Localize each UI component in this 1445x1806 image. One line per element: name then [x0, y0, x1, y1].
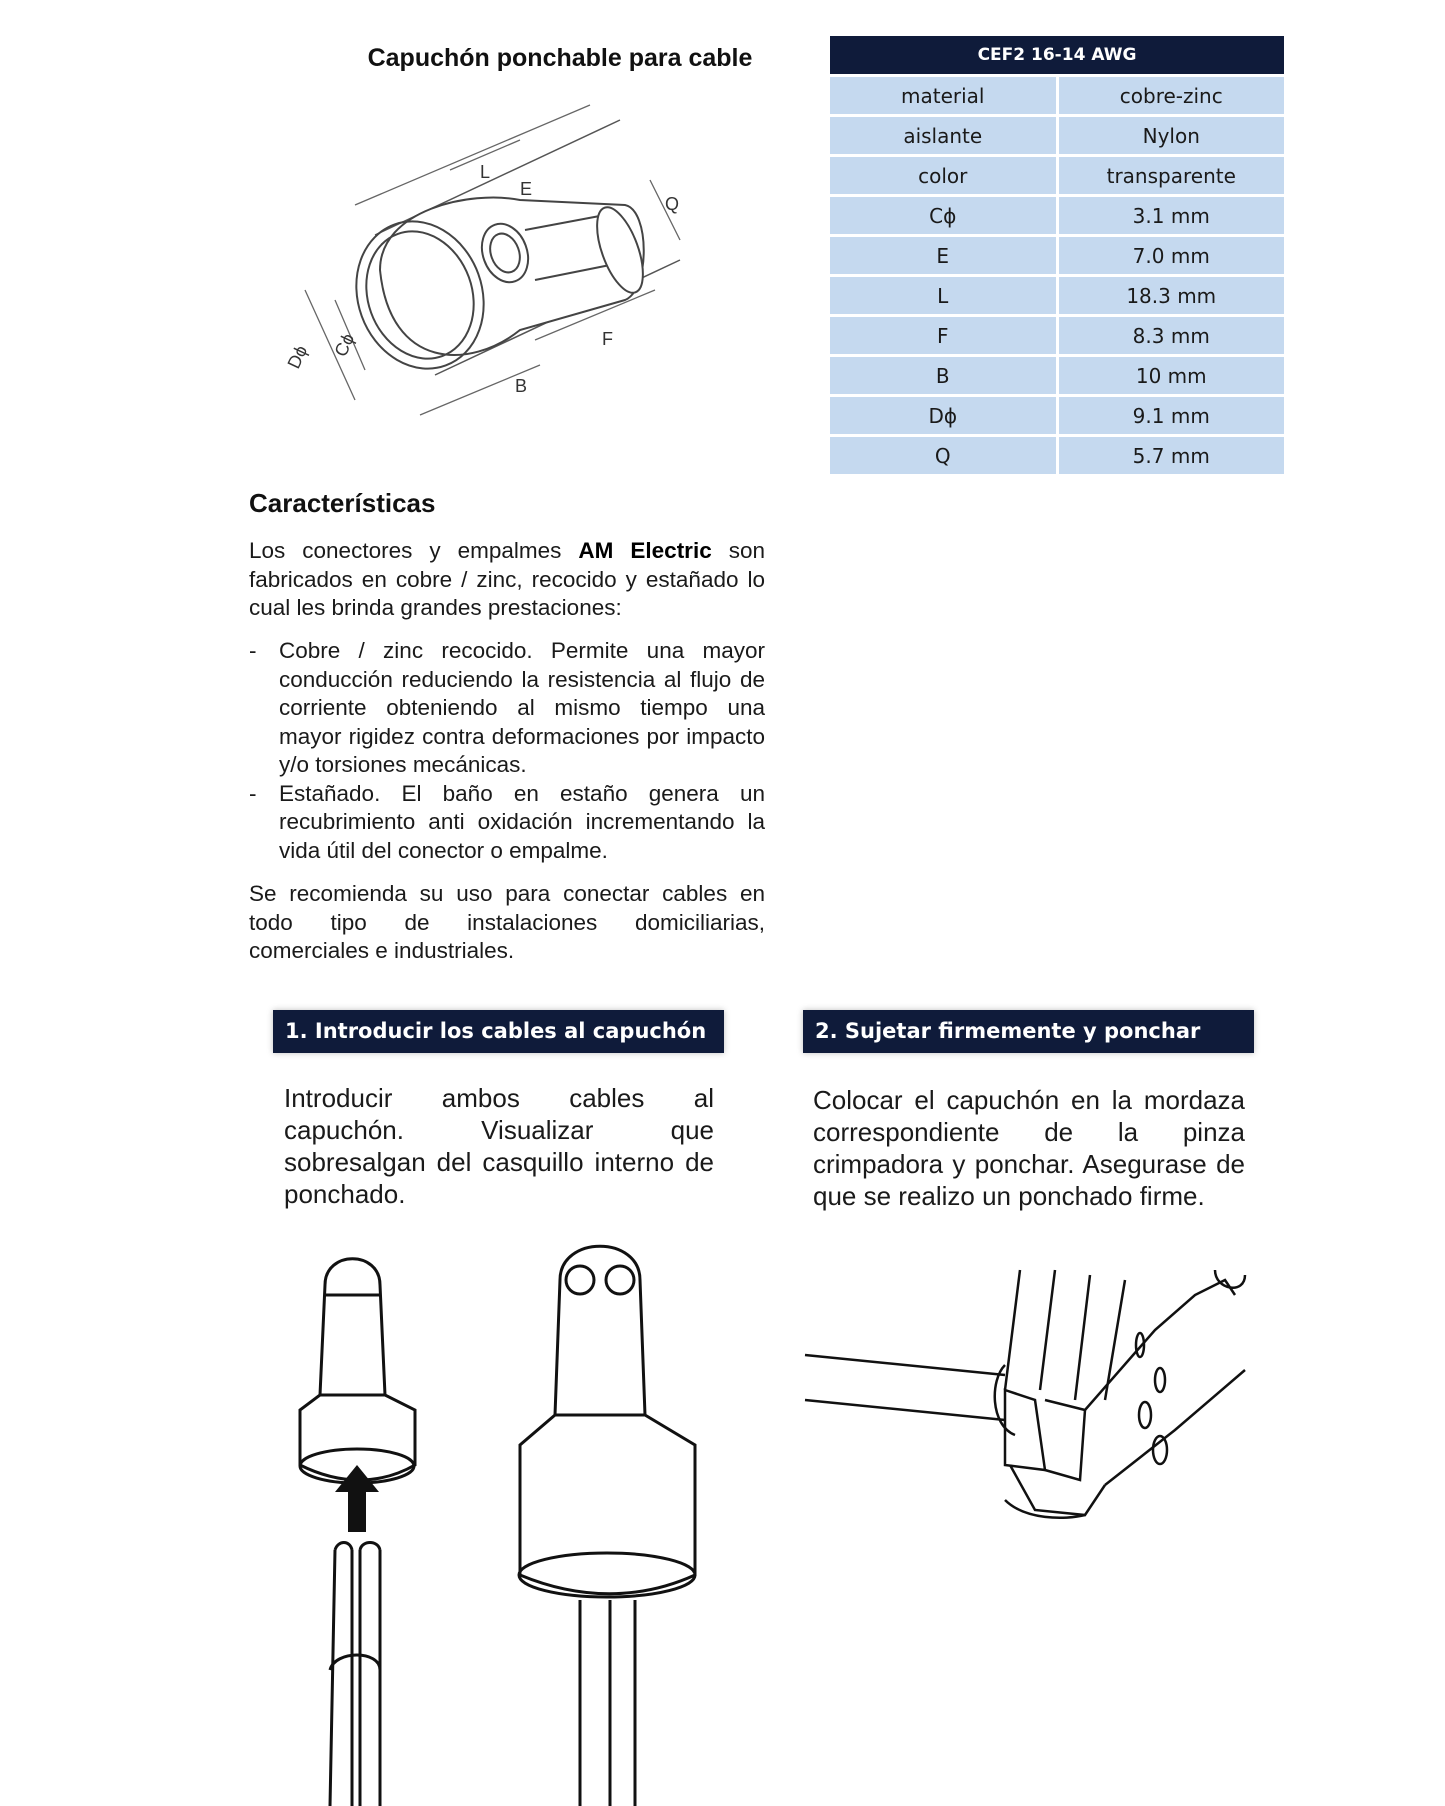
table-row: Cϕ 3.1 mm — [830, 196, 1284, 236]
insert-cables-illustration — [280, 1240, 720, 1806]
label-F: F — [602, 329, 613, 349]
crimping-tool-illustration — [805, 1270, 1245, 1570]
step-1-header: 1. Introducir los cables al capuchón — [273, 1010, 724, 1053]
label-Q: Q — [665, 194, 680, 214]
step-1-text: Introducir ambos cables al capuchón. Visualizar que sobresalgan del casquillo interno de ponchado. — [284, 1083, 714, 1209]
features-heading: Características — [249, 488, 436, 518]
label-E: E — [520, 179, 533, 199]
features-intro: Los conectores y empalmes AM Electric son fabricados en cobre / zinc, recocido y estañado lo cual les brinda grandes prestaciones: — [249, 538, 765, 620]
table-row: Dϕ 9.1 mm — [830, 396, 1284, 436]
table-row: L 18.3 mm — [830, 276, 1284, 316]
table-row: F 8.3 mm — [830, 316, 1284, 356]
features-closing: Se recomienda su uso para conectar cables en todo tipo de instalaciones domiciliarias, comerciales e industriales. — [249, 881, 765, 963]
step-2-header: 2. Sujetar firmemente y ponchar — [803, 1010, 1254, 1053]
label-B: B — [515, 376, 528, 396]
table-row: color transparente — [830, 156, 1284, 196]
table-row: Q 5.7 mm — [830, 436, 1284, 475]
cap-dimension-diagram — [283, 130, 710, 430]
label-D: Dϕ — [283, 342, 312, 372]
label-L: L — [480, 162, 491, 182]
list-item: - Cobre / zinc recocido. Permite una mayor conducción reduciendo la resistencia al flujo de corriente obteniendo al mismo tiempo una mayor rigidez contra deformaciones por impacto y/o torsiones mecánicas. — [249, 638, 765, 777]
product-title: Capuchón ponchable para cable — [367, 44, 753, 72]
table-row: material cobre-zinc — [830, 76, 1284, 116]
step-2-text: Colocar el capuchón en la mordaza correspondiente de la pinza crimpadora y ponchar. Asegurase de que se realizo un ponchado firme. — [813, 1085, 1245, 1211]
brand-name: AM Electric — [578, 538, 712, 563]
list-item: - Estañado. El baño en estaño genera un recubrimiento anti oxidación incrementando la vida útil del conector o empalme. — [249, 780, 765, 863]
features-list — [249, 637, 765, 865]
label-C: Cϕ — [330, 330, 359, 360]
table-row: B 10 mm — [830, 356, 1284, 396]
table-row: aislante Nylon — [830, 116, 1284, 156]
table-row: E 7.0 mm — [830, 236, 1284, 276]
spec-table-header: CEF2 16-14 AWG — [830, 36, 1284, 76]
spec-table — [830, 36, 1284, 474]
